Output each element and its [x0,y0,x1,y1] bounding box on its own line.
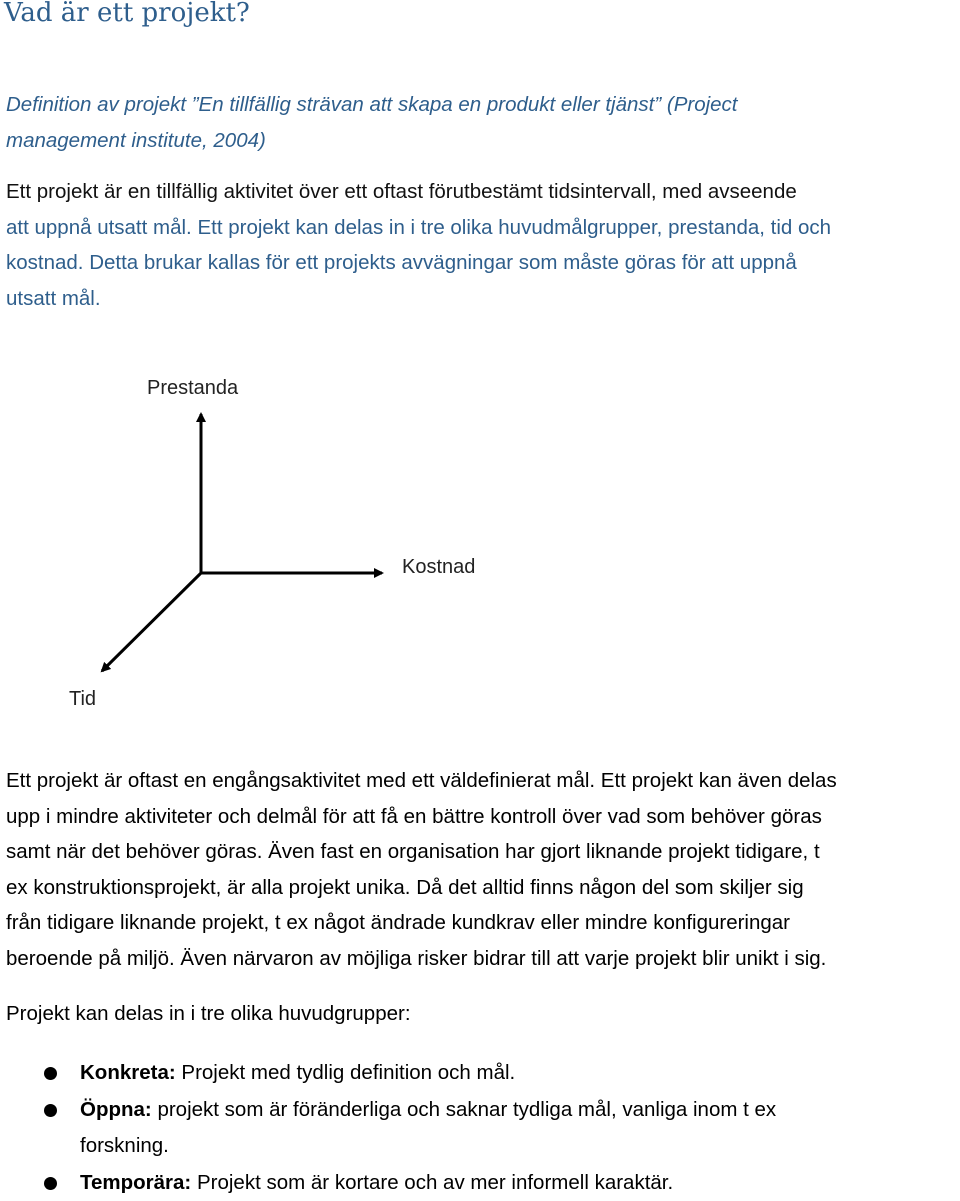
page-title: Vad är ett projekt? [4,0,250,30]
groups-list [0,1055,776,1201]
kostnad-label: Kostnad [402,555,475,579]
intro-line-blue: Detta brukar kallas för ett projekts avvägningar som måste göras för att uppnå [89,251,797,274]
axes-drawing [0,360,960,720]
intro-line: Ett projekt är en tillfällig aktivitet över ett oftast förutbestämt tidsintervall, med avseende [6,180,797,203]
bullet-icon [44,1177,57,1190]
tid-label: Tid [69,687,96,711]
prestanda-label: Prestanda [147,376,238,400]
list-item [0,1055,776,1092]
group-description: Projekt som är kortare och av mer informell karaktär. [197,1171,673,1194]
group-description-continued: forskning. [80,1134,169,1157]
intro-line-blue: utsatt mål. [6,287,101,310]
definition-line: Definition av projekt ”En tillfällig strävan att skapa en produkt eller tjänst” (Project [6,93,738,116]
body-line: från tidigare liknande projekt, t ex något ändrade kundkrav eller mindre konfigureringar [6,911,790,934]
body-line: samt när det behöver göras. Även fast en organisation har gjort liknande projekt tidigare, t [6,840,820,863]
groups-heading: Projekt kan delas in i tre olika huvudgrupper: [6,996,411,1032]
group-term: Konkreta: [80,1061,176,1084]
bullet-icon [44,1067,57,1080]
project-triangle-diagram [0,360,960,720]
body-line: ex konstruktionsprojekt, är alla projekt unika. Då det alltid finns någon del som skiljer sig [6,876,804,899]
group-description: Projekt med tydlig definition och mål. [181,1061,515,1084]
group-description: projekt som är föränderliga och saknar tydliga mål, vanliga inom t ex [157,1098,776,1121]
intro-line-blue: Ett projekt kan delas in i tre olika huvudmålgrupper, prestanda, tid och [197,216,831,239]
body-line: upp i mindre aktiviteter och delmål för att få en bättre kontroll över vad som behöver göras [6,805,822,828]
intro-line-blue: kostnad. [6,251,89,274]
body-line: Ett projekt är oftast en engångsaktivitet med ett väldefinierat mål. Ett projekt kan även delas [6,769,837,792]
body-line: beroende på miljö. Även närvaron av möjliga risker bidrar till att varje projekt blir unikt i sig. [6,947,826,970]
intro-paragraph [6,174,831,316]
list-item [0,1165,776,1201]
definition-line: management institute, 2004) [6,129,266,152]
tid-axis-arrow [102,573,201,671]
list-item [0,1092,776,1165]
bullet-icon [44,1104,57,1117]
definition-paragraph [6,87,738,159]
intro-line-blue: att uppnå utsatt mål. [6,216,197,239]
body-paragraph [6,763,837,976]
group-term: Öppna: [80,1098,152,1121]
group-term: Temporära: [80,1171,191,1194]
